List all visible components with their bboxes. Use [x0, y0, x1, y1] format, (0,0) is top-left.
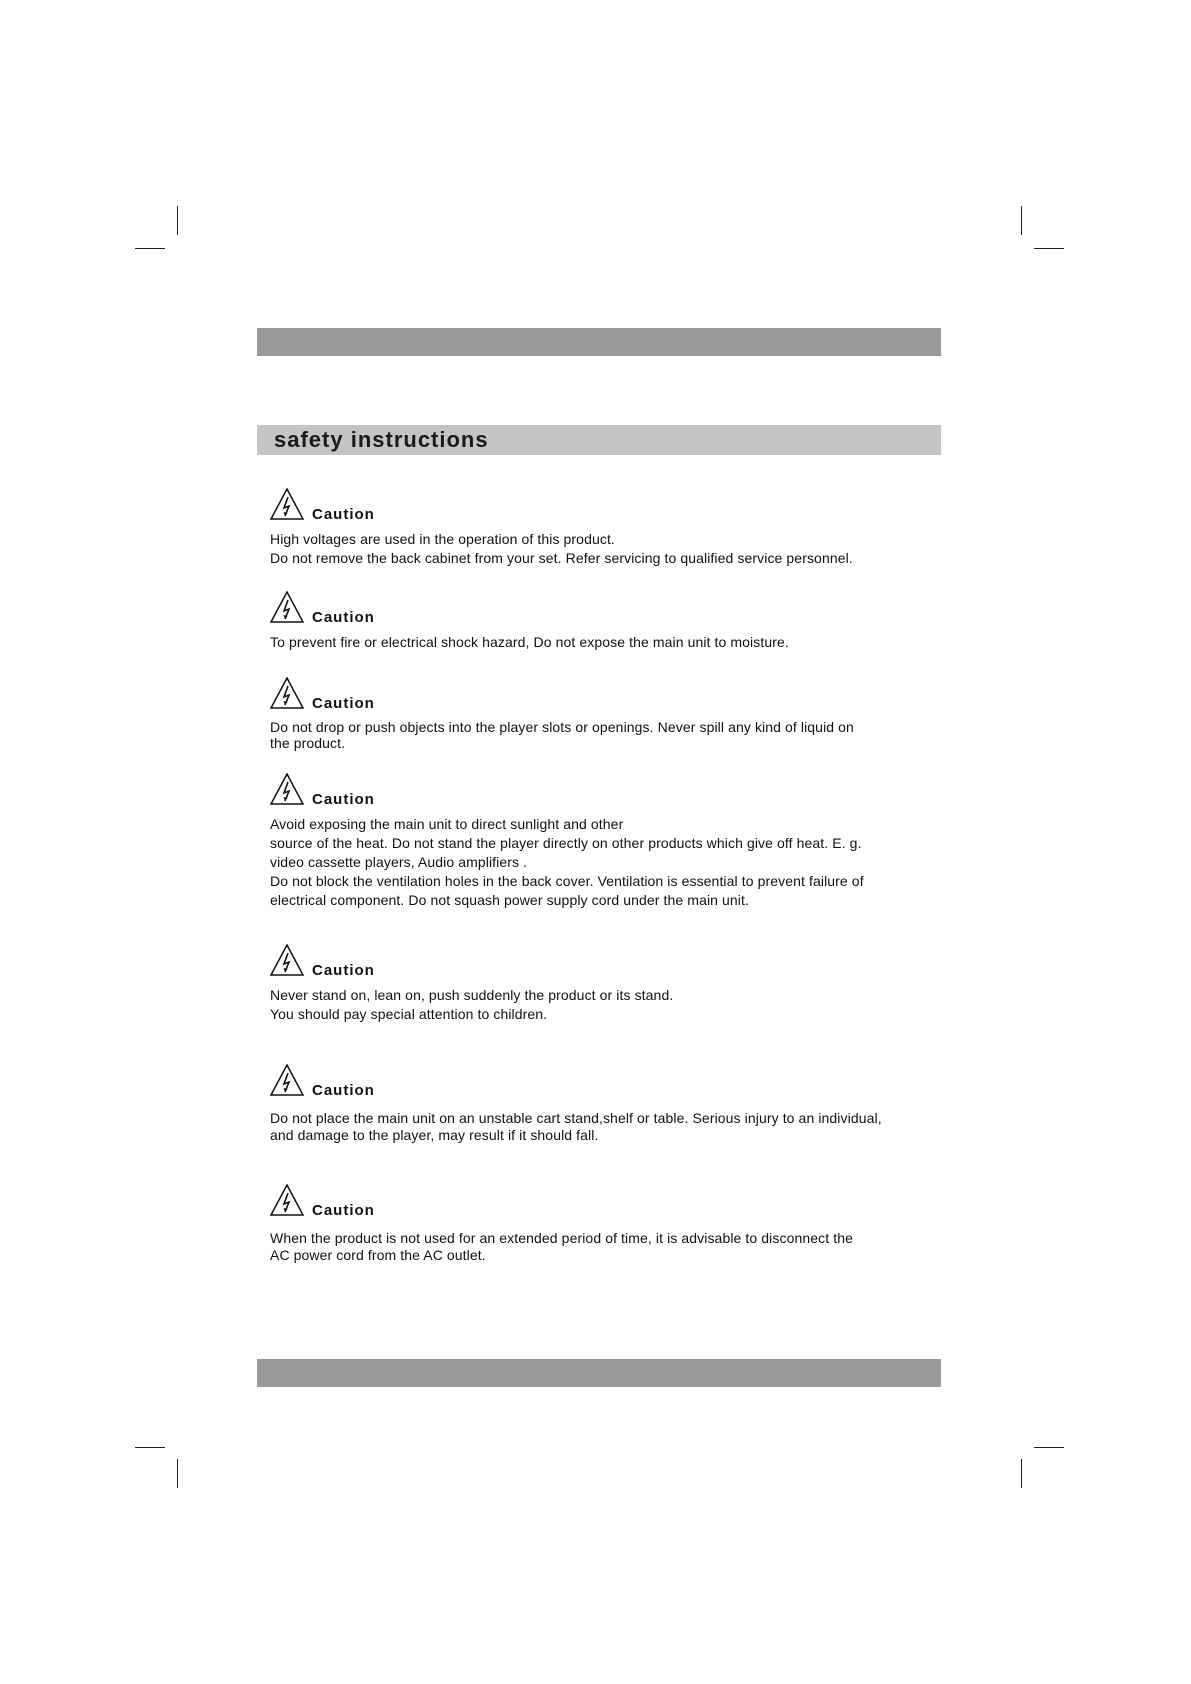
- caution-text-line: the product.: [270, 735, 346, 751]
- caution-text-line: High voltages are used in the operation of this product.: [270, 531, 615, 547]
- caution-label: Caution: [312, 791, 375, 808]
- warning-high-voltage-icon: [270, 488, 304, 520]
- caution-block: [270, 677, 950, 751]
- crop-mark: [135, 1447, 165, 1448]
- caution-block: [270, 944, 950, 1024]
- caution-text: [270, 633, 950, 652]
- warning-high-voltage-icon: [270, 1184, 304, 1216]
- caution-text-line: source of the heat. Do not stand the player directly on other products which give off heat. E. g.: [270, 835, 862, 851]
- caution-text-line: Do not block the ventilation holes in the back cover. Ventilation is essential to prevent failure of: [270, 873, 864, 889]
- caution-heading: [270, 1064, 950, 1102]
- header-bar: [257, 328, 941, 356]
- caution-text-line: You should pay special attention to children.: [270, 1006, 548, 1022]
- caution-text-line: When the product is not used for an extended period of time, it is advisable to disconnect the: [270, 1230, 853, 1246]
- caution-heading: [270, 1184, 950, 1222]
- caution-text-line: and damage to the player, may result if it should fall.: [270, 1127, 599, 1143]
- caution-text-line: Do not remove the back cabinet from your set. Refer servicing to qualified service personnel.: [270, 550, 853, 566]
- caution-block: [270, 1064, 950, 1144]
- caution-text: [270, 986, 950, 1024]
- crop-mark: [177, 206, 178, 235]
- caution-block: [270, 1184, 950, 1264]
- page-title: safety instructions: [274, 427, 489, 452]
- caution-text: [270, 719, 950, 751]
- caution-text-line: To prevent fire or electrical shock hazard, Do not expose the main unit to moisture.: [270, 634, 789, 650]
- crop-mark: [1021, 206, 1022, 235]
- warning-high-voltage-icon: [270, 773, 304, 805]
- crop-mark: [177, 1459, 178, 1488]
- section-title-band: [257, 425, 941, 455]
- caution-text-line: Do not place the main unit on an unstable cart stand,shelf or table. Serious injury to an individual,: [270, 1110, 882, 1126]
- crop-mark: [1034, 248, 1064, 249]
- caution-label: Caution: [312, 695, 375, 712]
- caution-text: [270, 1110, 950, 1144]
- warning-high-voltage-icon: [270, 944, 304, 976]
- caution-text-line: Never stand on, lean on, push suddenly the product or its stand.: [270, 987, 674, 1003]
- caution-text-line: Do not drop or push objects into the player slots or openings. Never spill any kind of liquid on: [270, 719, 854, 735]
- caution-label: Caution: [312, 609, 375, 626]
- crop-mark: [1034, 1447, 1064, 1448]
- caution-block: [270, 591, 950, 652]
- caution-text-line: Avoid exposing the main unit to direct sunlight and other: [270, 816, 624, 832]
- caution-text-line: electrical component. Do not squash power supply cord under the main unit.: [270, 892, 749, 908]
- caution-heading: [270, 944, 950, 982]
- caution-text: [270, 1230, 950, 1264]
- caution-label: Caution: [312, 1202, 375, 1219]
- caution-block: [270, 488, 950, 568]
- warning-high-voltage-icon: [270, 1064, 304, 1096]
- warning-high-voltage-icon: [270, 677, 304, 709]
- caution-heading: [270, 488, 950, 526]
- caution-label: Caution: [312, 506, 375, 523]
- warning-high-voltage-icon: [270, 591, 304, 623]
- footer-bar: [257, 1359, 941, 1387]
- caution-label: Caution: [312, 962, 375, 979]
- caution-heading: [270, 591, 950, 629]
- caution-text: [270, 530, 950, 568]
- caution-heading: [270, 677, 950, 715]
- caution-text-line: video cassette players, Audio amplifiers .: [270, 854, 528, 870]
- caution-heading: [270, 773, 950, 811]
- caution-label: Caution: [312, 1082, 375, 1099]
- crop-mark: [1021, 1459, 1022, 1488]
- crop-mark: [135, 248, 165, 249]
- caution-text-line: AC power cord from the AC outlet.: [270, 1247, 486, 1263]
- caution-text: [270, 815, 950, 910]
- caution-block: [270, 773, 950, 910]
